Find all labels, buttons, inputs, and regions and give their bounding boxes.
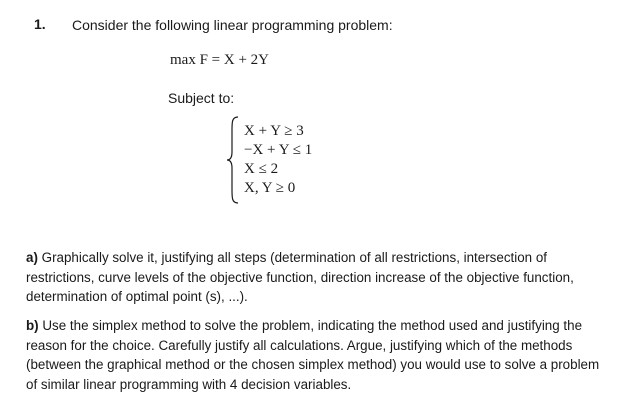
constraint-brace <box>226 116 240 204</box>
part-b-paragraph <box>26 316 606 394</box>
constraint-3: X ≤ 2 <box>244 161 279 177</box>
subject-to-label: Subject to: <box>168 90 235 106</box>
constraints-list <box>244 122 312 198</box>
constraint-2: −X + Y ≤ 1 <box>244 142 313 158</box>
question-number: 1. <box>34 16 46 32</box>
constraint-1: X + Y ≥ 3 <box>244 123 304 139</box>
part-a-paragraph <box>26 248 606 307</box>
problem-statement: Consider the following linear programming problem: <box>72 17 393 33</box>
part-a-label: a) <box>26 250 38 265</box>
objective-function: max F = X + 2Y <box>170 52 270 68</box>
part-b-text: Use the simplex method to solve the problem, indicating the method used and justifying the reason for the choice. Carefully justify all calculations. Argue, justifying which of the methods (between the graphical method or the chosen simplex method) you would use to solve a problem of similar linear programming with 4 decision variables. <box>26 318 600 392</box>
constraint-4: X, Y ≥ 0 <box>244 180 296 196</box>
part-b-label: b) <box>26 318 39 333</box>
part-a-text: Graphically solve it, justifying all steps (determination of all restrictions, intersection of restrictions, curve levels of the objective function, direction increase of the objective function, determination of optimal point (s), ...). <box>26 250 574 304</box>
